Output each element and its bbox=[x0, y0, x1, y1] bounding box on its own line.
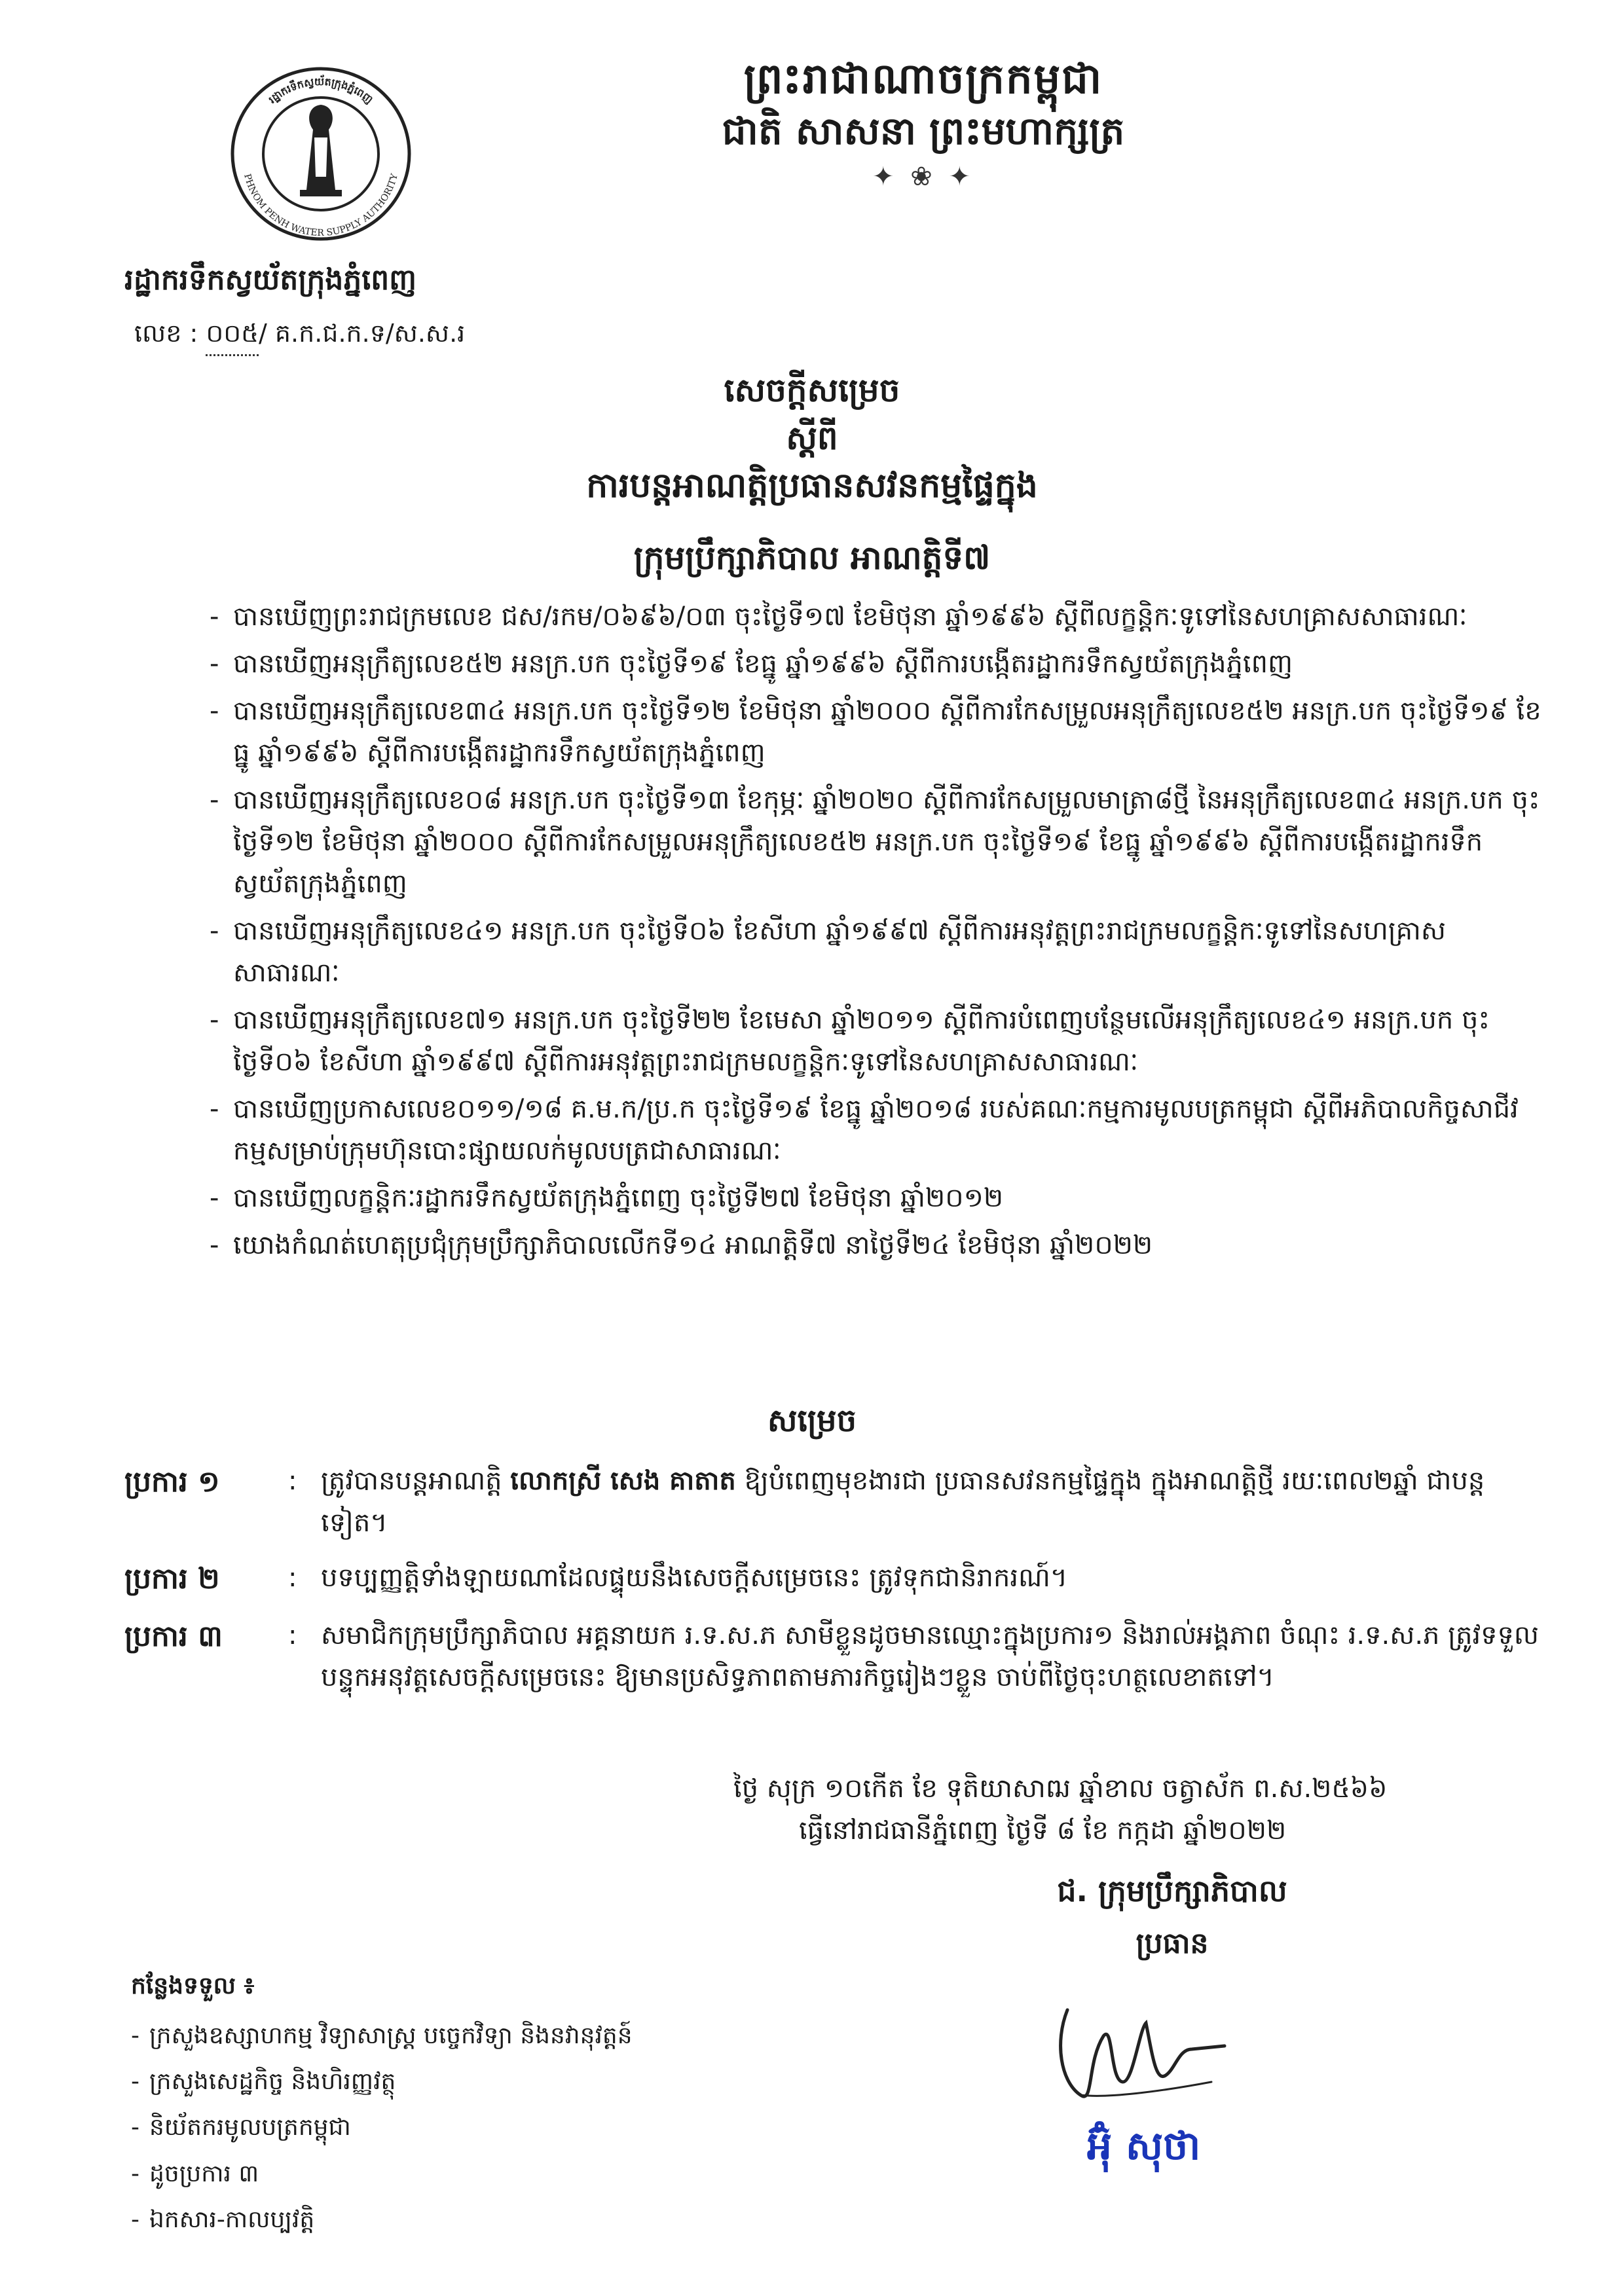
recipient-item: - ក្រសួងឧស្សាហកម្ម វិទ្យាសាស្ត្រ បច្ចេកវិទ្យា និងនវានុវត្តន៍ bbox=[131, 2013, 720, 2059]
kingdom-header bbox=[563, 52, 1283, 192]
doc-subject: ការបន្តអាណត្តិប្រធានសវនកម្មផ្ទៃក្នុង bbox=[586, 466, 1038, 505]
preamble-item: - បានឃើញលក្ខន្តិកៈរដ្ឋាករទឹកស្វយ័តក្រុងភ្នំពេញ ចុះថ្ងៃទី២៧ ខែមិថុនា ឆ្នាំ២០១២ bbox=[210, 1177, 1545, 1219]
preamble-item: - បានឃើញព្រះរាជក្រមលេខ ជស/រកម/០៦៩៦/០៣ ចុះថ្ងៃទី១៧ ខែមិថុនា ឆ្នាំ១៩៩៦ ស្តីពីលក្ខន្តិកៈទូទៅនៃសហគ្រាសសាធារណៈ bbox=[210, 596, 1545, 638]
preamble-item: - យោងកំណត់ហេតុប្រជុំក្រុមប្រឹក្សាភិបាលលើកទី១៤ អាណត្តិទី៧ នាថ្ងៃទី២៤ ខែមិថុនា ឆ្នាំ២០២២ bbox=[210, 1224, 1545, 1266]
signer-role: ប្រធាន bbox=[1135, 1927, 1209, 1960]
article-colon: : bbox=[288, 1466, 297, 1496]
solar-date: ធ្វើនៅរាជធានីភ្នំពេញ ថ្ងៃទី ៨ ខែ កក្កដា ឆ្នាំ២០២២ bbox=[799, 1815, 1287, 1846]
article-colon: : bbox=[288, 1620, 297, 1651]
doc-about: ស្តីពី bbox=[786, 418, 838, 457]
issuing-authority: រដ្ឋាករទឹកស្វយ័តក្រុងភ្នំពេញ bbox=[124, 263, 417, 297]
ppwsa-logo bbox=[223, 59, 419, 249]
ref-number: ០០៥ bbox=[206, 318, 259, 356]
articles-list bbox=[124, 1460, 1545, 1711]
recipient-item: - ក្រសួងសេដ្ឋកិច្ច និងហិរញ្ញវត្ថុ bbox=[131, 2059, 720, 2105]
article-label: ប្រការ ៣ bbox=[124, 1620, 223, 1654]
header-ornament: ✦ ❀ ✦ bbox=[872, 161, 974, 192]
kingdom-title: ព្រះរាជាណាចក្រកម្ពុជា bbox=[743, 55, 1103, 103]
preamble-item: - បានឃើញប្រកាសលេខ០១១/១៨ គ.ម.ក/ប្រ.ក ចុះថ្ងៃទី១៩ ខែធ្នូ ឆ្នាំ២០១៨ របស់គណៈកម្មការមូលបត្រកម្ពុជា ស្តីពីអភិបាលកិច្ចសាជីវកម្មសម្រាប់ក្រុមហ៊ុនបោះផ្សាយលក់មូលបត្រជាសាធារណៈ bbox=[210, 1088, 1545, 1172]
ref-suffix: / គ.ក.ជ.ក.ទ/ស.ស.រ bbox=[259, 319, 466, 348]
on-behalf-of: ជ. ក្រុមប្រឹក្សាភិបាល bbox=[1057, 1873, 1287, 1908]
preamble-item: - បានឃើញអនុក្រឹត្យលេខ៧១ អនក្រ.បក ចុះថ្ងៃទី២២ ខែមេសា ឆ្នាំ២០១១ ស្តីពីការបំពេញបន្ថែមលើអនុក្រឹត្យលេខ៤១ អនក្រ.បក ចុះថ្ងៃទី០៦ ខែសីហា ឆ្នាំ១៩៩៧ ស្តីពីការអនុវត្តព្រះរាជក្រមលក្ខន្តិកៈទូទៅនៃសហគ្រាសសាធារណៈ bbox=[210, 999, 1545, 1083]
article-text-after: ឱ្យបំពេញមុខងារជា ប្រធានសវនកម្មផ្ទៃក្នុង ក្នុងអាណត្តិថ្មី រយៈពេល២ឆ្នាំ ជាបន្តទៀត។ bbox=[321, 1466, 1485, 1538]
decision-heading: សម្រេច bbox=[767, 1402, 857, 1439]
document-title-block bbox=[196, 367, 1428, 582]
article-colon: : bbox=[288, 1563, 297, 1593]
article-text: បទប្បញ្ញត្តិទាំងឡាយណាដែលផ្ទុយនឹងសេចក្តីសម្រេចនេះ ត្រូវទុកជានិរាករណ៍។ bbox=[321, 1563, 1068, 1593]
article-text bbox=[321, 1460, 1545, 1544]
ref-prefix: លេខ : bbox=[134, 319, 206, 348]
signer-name: អ៊ុំ សុថា bbox=[1087, 2123, 1201, 2169]
recipient-item: - ឯកសារ-កាលប្បវត្តិ bbox=[131, 2197, 720, 2243]
recipients-list bbox=[131, 1971, 720, 2243]
svg-text:រដ្ឋាករទឹកស្វយ័តក្រុងភ្នំពេញ bbox=[266, 75, 375, 106]
article-label: ប្រការ ១ bbox=[124, 1465, 220, 1499]
preamble-item: - បានឃើញអនុក្រឹត្យលេខ៥២ អនក្រ.បក ចុះថ្ងៃទី១៩ ខែធ្នូ ឆ្នាំ១៩៩៦ ស្តីពីការបង្កើតរដ្ឋាករទឹកស្វយ័តក្រុងភ្នំពេញ bbox=[210, 643, 1545, 685]
recipient-item: - ដូចប្រការ ៣ bbox=[131, 2151, 720, 2197]
signature-block bbox=[943, 1872, 1401, 1967]
doc-type-title: សេចក្តីសម្រេច bbox=[724, 371, 900, 409]
article-label: ប្រការ ២ bbox=[124, 1562, 220, 1595]
date-block bbox=[733, 1768, 1519, 1851]
recipient-item: - និយ័តករមូលបត្រកម្ពុជា bbox=[131, 2105, 720, 2151]
signature-mark-icon bbox=[1041, 1984, 1238, 2115]
preamble-item: - បានឃើញអនុក្រឹត្យលេខ០៨ អនក្រ.បក ចុះថ្ងៃទី១៣ ខែកុម្ភៈ ឆ្នាំ២០២០ ស្តីពីការកែសម្រួលមាត្រា៨ថ្មី នៃអនុក្រឹត្យលេខ៣៤ អនក្រ.បក ចុះថ្ងៃទី១២ ខែមិថុនា ឆ្នាំ២០០០ ស្តីពីការកែសម្រួលអនុក្រឹត្យលេខ៥២ អនក្រ.បក ចុះថ្ងៃទី១៩ ខែធ្នូ ឆ្នាំ១៩៩៦ ស្តីពីការបង្កើតរដ្ឋាករទឹកស្វយ័តក្រុងភ្នំពេញ bbox=[210, 779, 1545, 905]
reference-number bbox=[134, 318, 465, 356]
preamble-list bbox=[210, 596, 1545, 1271]
issuing-board: ក្រុមប្រឹក្សាភិបាល អាណត្តិទី៧ bbox=[633, 539, 991, 577]
logo-seal-icon bbox=[223, 59, 419, 249]
appointee-name: លោកស្រី សេង គាតាត bbox=[510, 1466, 736, 1496]
article-text: សមាជិកក្រុមប្រឹក្សាភិបាល អគ្គនាយក រ.ទ.ស.ភ សាមីខ្លួនដូចមានឈ្មោះក្នុងប្រការ១ និងរាល់អង្គភាព ចំណុះ រ.ទ.ស.ភ ត្រូវទទួលបន្ទុកអនុវត្តសេចក្តីសម្រេចនេះ ឱ្យមានប្រសិទ្ធភាពតាមភារកិច្ចរៀងៗខ្លួន ចាប់ពីថ្ងៃចុះហត្ថលេខាតទៅ។ bbox=[321, 1620, 1540, 1693]
logo-ring-top-text: រដ្ឋាករទឹកស្វយ័តក្រុងភ្នំពេញ bbox=[266, 75, 376, 106]
article-3 bbox=[124, 1614, 1545, 1698]
preamble-item: - បានឃើញអនុក្រឹត្យលេខ៣៤ អនក្រ.បក ចុះថ្ងៃទី១២ ខែមិថុនា ឆ្នាំ២០០០ ស្តីពីការកែសម្រួលអនុក្រឹត្យលេខ៥២ អនក្រ.បក ចុះថ្ងៃទី១៩ ខែធ្នូ ឆ្នាំ១៩៩៦ ស្តីពីការបង្កើតរដ្ឋាករទឹកស្វយ័តក្រុងភ្នំពេញ bbox=[210, 690, 1545, 774]
preamble-item: - បានឃើញអនុក្រឹត្យលេខ៤១ អនក្រ.បក ចុះថ្ងៃទី០៦ ខែសីហា ឆ្នាំ១៩៩៧ ស្តីពីការអនុវត្តព្រះរាជក្រមលក្ខន្តិកៈទូទៅនៃសហគ្រាសសាធារណៈ bbox=[210, 910, 1545, 994]
article-2 bbox=[124, 1557, 1545, 1601]
lunar-date: ថ្ងៃ សុក្រ ១០កើត ខែ ទុតិយាសាឍ ឆ្នាំខាល ចត្វាស័ក ព.ស.២៥៦៦ bbox=[733, 1774, 1388, 1804]
recipients-title: កន្លែងទទួល ៖ bbox=[131, 1973, 255, 1999]
article-text-before: ត្រូវបានបន្តអាណត្តិ bbox=[321, 1466, 511, 1496]
national-motto: ជាតិ សាសនា ព្រះមហាក្សត្រ bbox=[722, 109, 1125, 154]
handwritten-signature bbox=[1041, 1984, 1238, 2115]
article-1 bbox=[124, 1460, 1545, 1544]
logo-ring-bottom-text: PHNOM PENH WATER SUPPLY AUTHORITY bbox=[242, 172, 400, 239]
